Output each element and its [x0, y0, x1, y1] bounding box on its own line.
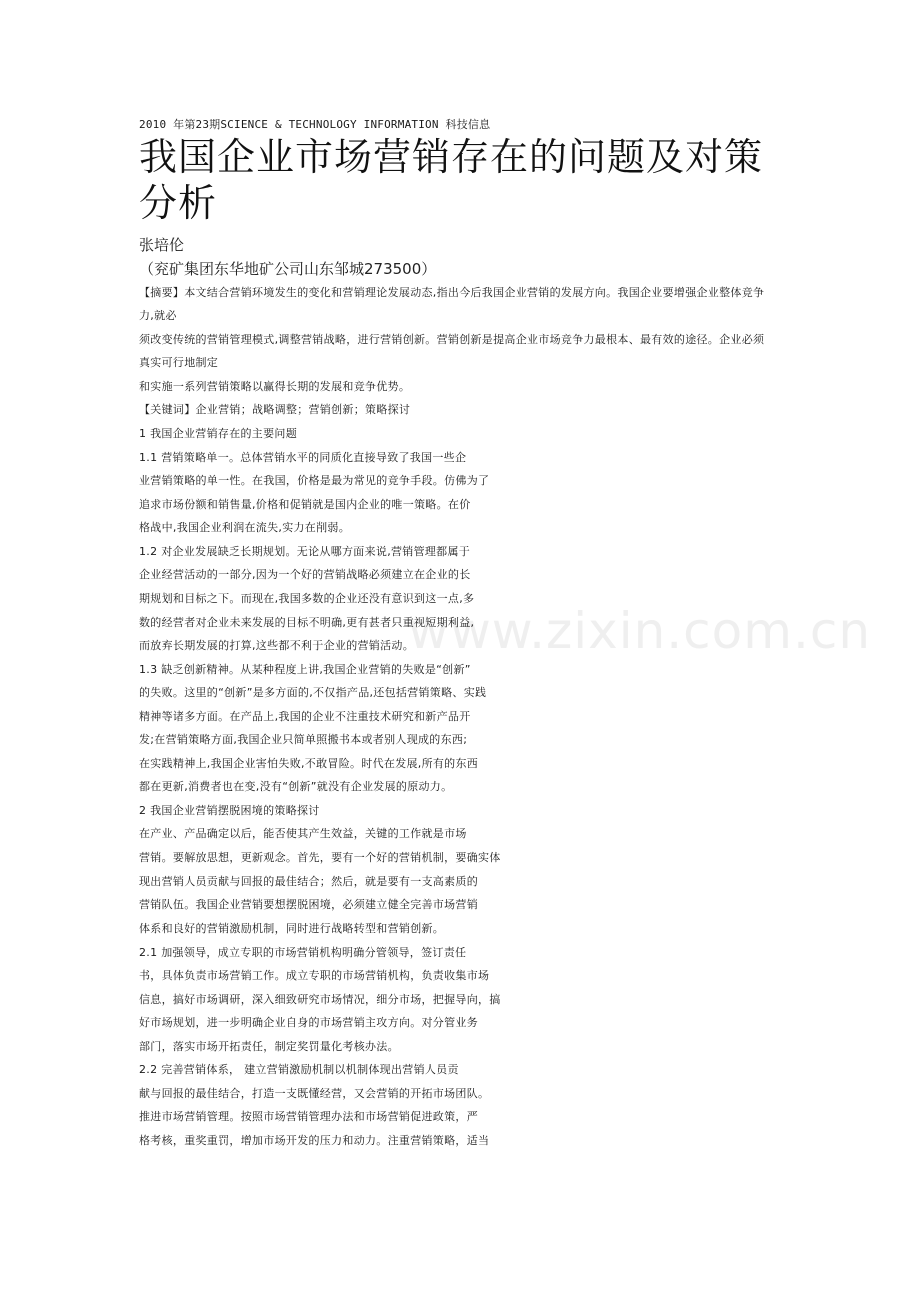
text-line: 营销队伍。我国企业营销要想摆脱困境，必须建立健全完善市场营销 — [139, 898, 478, 911]
text-line: 和实施一系列营销策略以赢得长期的发展和竞争优势。 — [139, 380, 411, 393]
text-line: 须改变传统的营销管理模式,调整营销战略，进行营销创新。营销创新是提高企业市场竞争力最根本、最有效的途径。企业必须 — [139, 333, 765, 346]
text-line: 献与回报的最佳结合，打造一支既懂经营，又会营销的开拓市场团队。 — [139, 1087, 490, 1100]
text-line: 发;在营销策略方面,我国企业只简单照搬书本或者别人现成的东西; — [139, 733, 468, 746]
text-line: 追求市场份额和销售量,价格和促销就是国内企业的唯一策略。在价 — [139, 498, 471, 511]
text-line: 2.1 加强领导，成立专职的市场营销机构明确分管领导，签订责任 — [139, 946, 467, 959]
text-line: 格考核，重奖重罚，增加市场开发的压力和动力。注重营销策略，适当 — [139, 1134, 490, 1147]
text-line: 信息，搞好市场调研，深入细致研究市场情况，细分市场，把握导向，搞 — [139, 993, 501, 1006]
watermark: www.zixin.com.cn — [408, 602, 872, 660]
text-line: 企业经营活动的一部分,因为一个好的营销战略必须建立在企业的长 — [139, 568, 471, 581]
author-affiliation: （兖矿集团东华地矿公司山东邹城273500） — [139, 260, 437, 278]
text-line: 在实践精神上,我国企业害怕失败,不敢冒险。时代在发展,所有的东西 — [139, 757, 479, 770]
text-line: 现出营销人员贡献与回报的最佳结合；然后，就是要有一支高素质的 — [139, 875, 478, 888]
text-line: 体系和良好的营销激励机制，同时进行战略转型和营销创新。 — [139, 922, 445, 935]
text-line: 2 我国企业营销摆脱困境的策略探讨 — [139, 804, 320, 817]
text-line: 在产业、产品确定以后，能否使其产生效益，关键的工作就是市场 — [139, 827, 467, 840]
text-line: 【关键词】企业营销；战略调整；营销创新；策略探讨 — [139, 403, 411, 416]
journal-header: 2010 年第23期SCIENCE & TECHNOLOGY INFORMATION 科技信息 — [139, 118, 491, 131]
text-line: 精神等诸多方面。在产品上,我国的企业不注重技术研究和新产品开 — [139, 710, 471, 723]
text-line: 部门，落实市场开拓责任，制定奖罚量化考核办法。 — [139, 1040, 399, 1053]
text-line: 业营销策略的单一性。在我国，价格是最为常见的竞争手段。仿佛为了 — [139, 474, 490, 487]
text-line: 【摘要】本文结合营销环境发生的变化和营销理论发展动态,指出今后我国企业营销的发展方向。我国企业要增强企业整体竞争 — [139, 286, 765, 299]
text-line: 1.2 对企业发展缺乏长期规划。无论从哪方面来说,营销管理都属于 — [139, 545, 471, 558]
article-title: 我国企业市场营销存在的问题及对策分析 — [139, 135, 764, 225]
text-line: 的失败。这里的“创新”是多方面的,不仅指产品,还包括营销策略、实践 — [139, 686, 487, 699]
text-line: 而放弃长期发展的打算,这些都不利于企业的营销活动。 — [139, 639, 414, 652]
text-line: 真实可行地制定 — [139, 356, 219, 369]
text-line: 推进市场营销管理。按照市场营销管理办法和市场营销促进政策，严 — [139, 1110, 478, 1123]
text-line: 书，具体负责市场营销工作。成立专职的市场营销机构，负责收集市场 — [139, 969, 490, 982]
text-line: 力,就必 — [139, 309, 177, 322]
article-author: 张培伦 — [139, 236, 185, 254]
text-line: 格战中,我国企业利润在流失,实力在削弱。 — [139, 521, 350, 534]
text-line: 好市场规划，进一步明确企业自身的市场营销主攻方向。对分管业务 — [139, 1016, 478, 1029]
text-line: 都在更新,消费者也在变,没有“创新”就没有企业发展的原动力。 — [139, 780, 453, 793]
text-line: 营销。要解放思想，更新观念。首先，要有一个好的营销机制，要确实体 — [139, 851, 501, 864]
text-line: 2.2 完善营销体系， 建立营销激励机制以机制体现出营销人员贡 — [139, 1063, 459, 1076]
text-line: 1.1 营销策略单一。总体营销水平的同质化直接导致了我国一些企 — [139, 451, 467, 464]
text-line: 期规划和目标之下。而现在,我国多数的企业还没有意识到这一点,多 — [139, 592, 475, 605]
text-line: 数的经营者对企业未来发展的目标不明确,更有甚者只重视短期利益, — [139, 616, 475, 629]
text-line: 1 我国企业营销存在的主要问题 — [139, 427, 297, 440]
text-line: 1.3 缺乏创新精神。从某种程度上讲,我国企业营销的失败是“创新” — [139, 663, 471, 676]
